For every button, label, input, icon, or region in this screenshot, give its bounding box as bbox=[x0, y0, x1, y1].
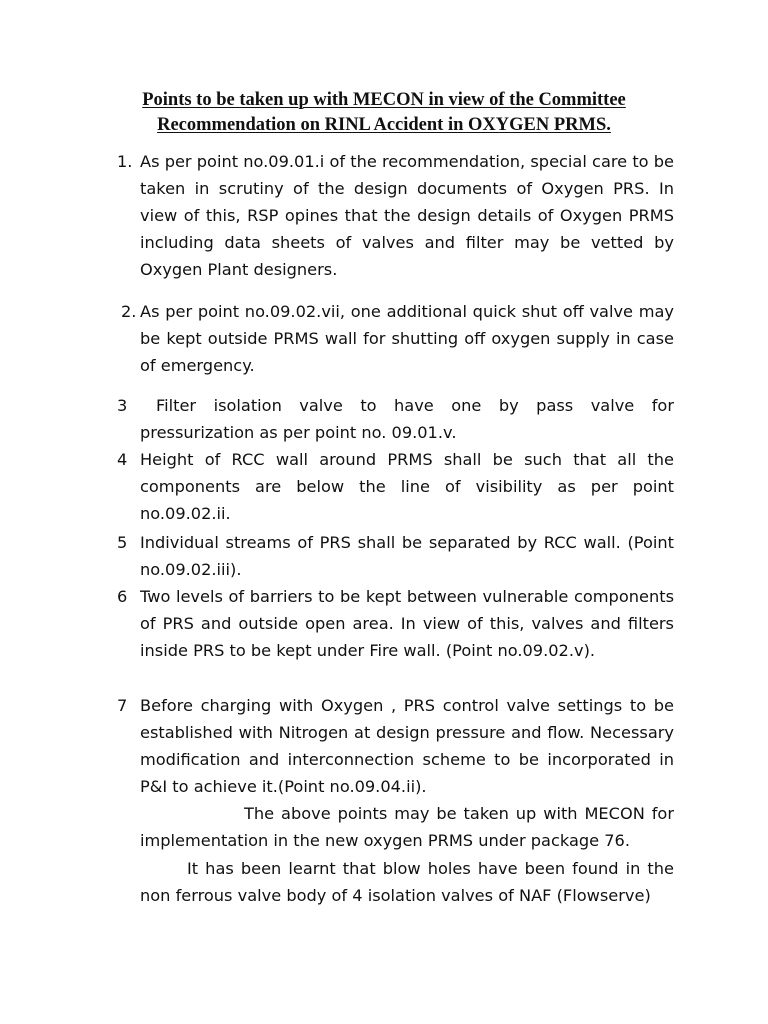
document-title-line-2: Recommendation on RINL Accident in OXYGEN PRMS. bbox=[157, 115, 611, 135]
list-item-text: As per point no.09.01.i of the recommendation, special care to be taken in scrutiny of the design documents of Oxygen PRS. In view of this, RSP opines that the design details of Oxygen PRMS including data sheets of valves and filter may be vetted by Oxygen Plant designers. bbox=[140, 152, 674, 279]
list-item-number: 6 bbox=[117, 587, 128, 606]
list-item-text: Before charging with Oxygen , PRS control valve settings to be established with Nitrogen at design pressure and flow. Necessary modification and interconnection scheme to be incorporated in P&I to achieve it.(Point no.09.04.ii). bbox=[140, 696, 674, 796]
list-item-text: As per point no.09.02.vii, one additional quick shut off valve may be kept outside PRMS wall for shutting off oxygen supply in case of emergency. bbox=[140, 302, 674, 375]
list-item-text: Two levels of barriers to be kept between vulnerable components of PRS and outside open area. In view of this, valves and filters inside PRS to be kept under Fire wall. (Point no.09.02.v). bbox=[140, 587, 674, 660]
list-item-text: Filter isolation valve to have one by pass valve for pressurization as per point no. 09.01.v. bbox=[140, 396, 674, 442]
document-title-line-1: Points to be taken up with MECON in view of the Committee bbox=[142, 90, 626, 110]
closing-paragraph-1: The above points may be taken up with MECON for implementation in the new oxygen PRMS under package 76. bbox=[140, 804, 674, 850]
list-item-text: Individual streams of PRS shall be separated by RCC wall. (Point no.09.02.iii). bbox=[140, 533, 674, 579]
list-item-number: 2. bbox=[121, 302, 137, 321]
closing-paragraph-2: It has been learnt that blow holes have been found in the non ferrous valve body of 4 isolation valves of NAF (Flowserve) bbox=[140, 859, 674, 905]
list-item-number: 5 bbox=[117, 533, 128, 552]
list-item-text: Height of RCC wall around PRMS shall be such that all the components are below the line of visibility as per point no.09.02.ii. bbox=[140, 450, 674, 523]
list-item-number: 1. bbox=[117, 152, 133, 171]
list-item-number: 3 bbox=[117, 396, 128, 415]
list-item-number: 4 bbox=[117, 450, 128, 469]
list-item-number: 7 bbox=[117, 696, 128, 715]
